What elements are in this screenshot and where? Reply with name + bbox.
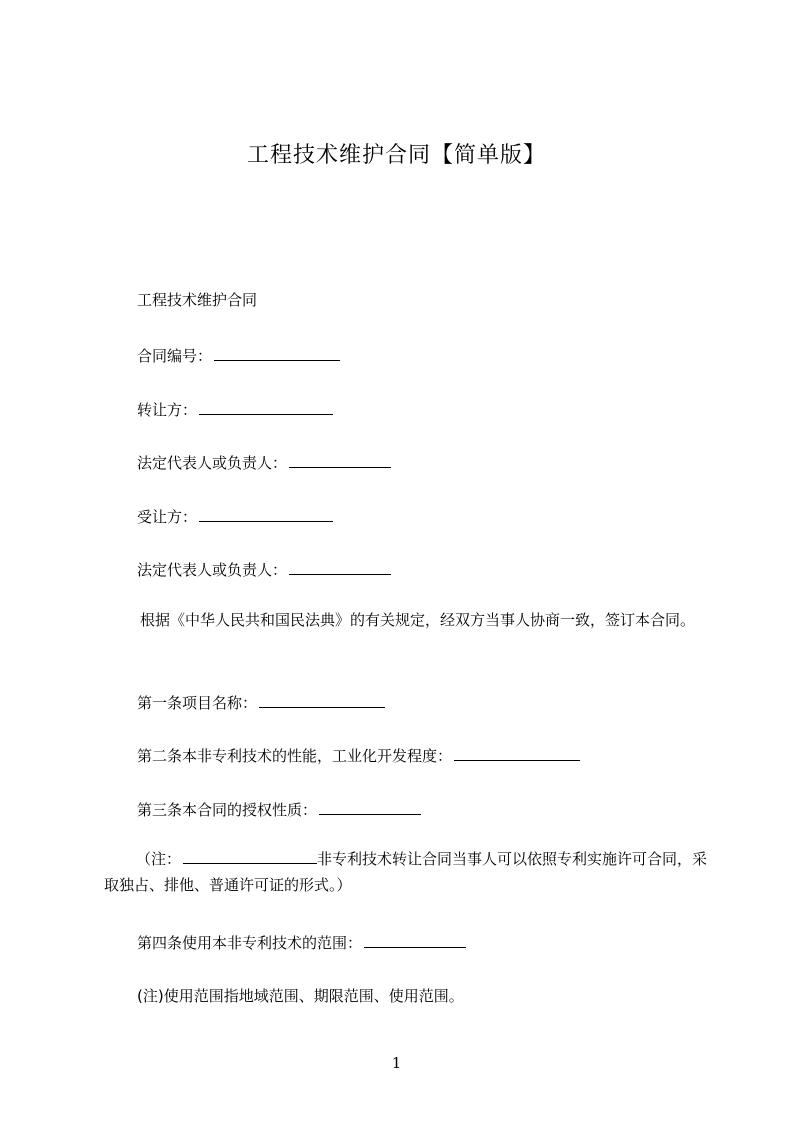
article-3-line: [137, 799, 421, 820]
contract-number-label: 合同编号：: [137, 347, 213, 365]
note-text: 非专利技术转让合同当事人可以依照专利实施许可合同，采取独占、排他、普通许可证的形式。）: [104, 850, 708, 894]
transferee-label: 受让方：: [137, 508, 198, 526]
contract-number-line: [137, 345, 340, 366]
legal-rep-line-1: [137, 452, 391, 473]
transferor-label: 转让方：: [137, 401, 198, 419]
note-paragraph: [104, 846, 710, 898]
legal-rep-blank-1: [289, 452, 391, 468]
contract-heading: 工程技术维护合同: [137, 291, 258, 309]
article-2-line: [137, 745, 580, 766]
intro-paragraph: 根据《中华人民共和国民法典》的有关规定，经双方当事人协商一致，签订本合同。: [140, 611, 696, 629]
legal-rep-label-2: 法定代表人或负责人：: [137, 561, 288, 579]
document-title: 工程技术维护合同【简单版】: [246, 143, 546, 168]
transferor-blank: [199, 399, 333, 415]
note-blank: [183, 848, 317, 864]
article-4-label: 第四条使用本非专利技术的范围：: [137, 934, 363, 952]
article-3-blank: [319, 799, 421, 815]
transferee-line: [137, 506, 333, 527]
article-2-blank: [454, 745, 580, 761]
article-4-line: [137, 932, 466, 953]
scope-note: (注)使用范围指地域范围、期限范围、使用范围。: [137, 987, 464, 1005]
transferor-line: [137, 399, 333, 420]
article-3-label: 第三条本合同的授权性质：: [137, 801, 318, 819]
transferee-blank: [199, 506, 333, 522]
page-number: 1: [391, 1054, 402, 1072]
legal-rep-line-2: [137, 559, 391, 580]
article-2-label: 第二条本非专利技术的性能，工业化开发程度：: [137, 747, 453, 765]
article-1-line: [137, 692, 385, 713]
legal-rep-label-1: 法定代表人或负责人：: [137, 454, 288, 472]
contract-number-blank: [214, 345, 340, 361]
legal-rep-blank-2: [289, 559, 391, 575]
note-prefix: （注：: [136, 850, 182, 868]
article-4-blank: [364, 932, 466, 948]
article-1-blank: [259, 692, 385, 708]
article-1-label: 第一条项目名称：: [137, 694, 258, 712]
